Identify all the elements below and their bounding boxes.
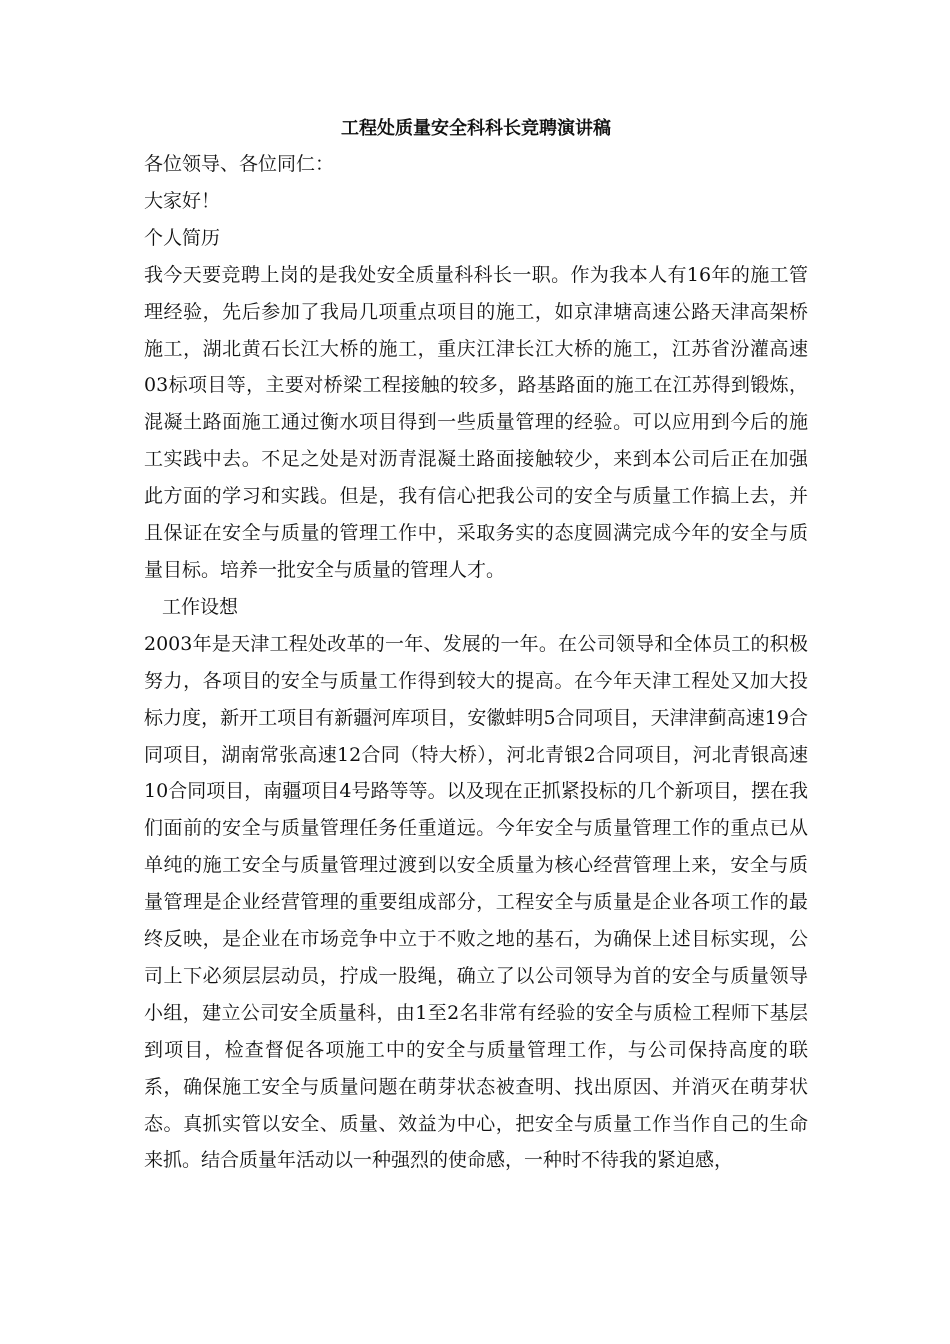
document-title: 工程处质量安全科科长竞聘演讲稿 [341,118,611,139]
resume-paragraph: 我今天要竞聘上岗的是我处安全质量科科长一职。作为我本人有16年的施工管理经验，先后参加了我局几项重点项目的施工，如京津塘高速公路天津高架桥施工，湖北黄石长江大桥的施工，重庆江津长江大桥的施工，江苏省汾灌高速03标项目等，主要对桥梁工程接触的较多，路基路面的施工在江苏得到锻炼，混凝土路面施工通过衡水项目得到一些质量管理的经验。可以应用到今后的施工实践中去。不足之处是对沥青混凝土路面接触较少，来到本公司后正在加强此方面的学习和实践。但是，我有信心把我公司的安全与质量工作搞上去，并且保证在安全与质量的管理工作中，采取务实的态度圆满完成今年的安全与质量目标。培养一批安全与质量的管理人才。 [144,263,808,581]
section-heading-work-plan: 工作设想 [162,595,239,618]
greeting: 大家好！ [144,189,221,212]
salutation: 各位领导、各位同仁： [144,153,335,175]
section-heading-resume: 个人简历 [144,226,221,249]
document-body [144,112,808,1179]
work-plan-paragraph: 2003年是天津工程处改革的一年、发展的一年。在公司领导和全体员工的积极努力，各项目的安全与质量工作得到较大的提高。在今年天津工程处又加大投标力度，新开工项目有新疆河库项目，安徽蚌明5合同项目，天津津蓟高速19合同项目，湖南常张高速12合同（特大桥），河北青银2合同项目，河北青银高速10合同项目，南疆项目4号路等等。以及现在正抓紧投标的几个新项目，摆在我们面前的安全与质量管理任务任重道远。今年安全与质量管理工作的重点已从单纯的施工安全与质量管理过渡到以安全质量为核心经营管理上来，安全与质量管理是企业经营管理的重要组成部分，工程安全与质量是企业各项工作的最终反映，是企业在市场竞争中立于不败之地的基石，为确保上述目标实现，公司上下必须层层动员，拧成一股绳，确立了以公司领导为首的安全与质量领导小组，建立公司安全质量科，由1至2名非常有经验的安全与质检工程师下基层到项目，检查督促各项施工中的安全与质量管理工作，与公司保持高度的联系，确保施工安全与质量问题在萌芽状态被查明、找出原因、并消灭在萌芽状态。真抓实管以安全、质量、效益为中心，把安全与质量工作当作自己的生命来抓。结合质量年活动以一种强烈的使命感，一种时不待我的紧迫感， [144,632,808,1172]
